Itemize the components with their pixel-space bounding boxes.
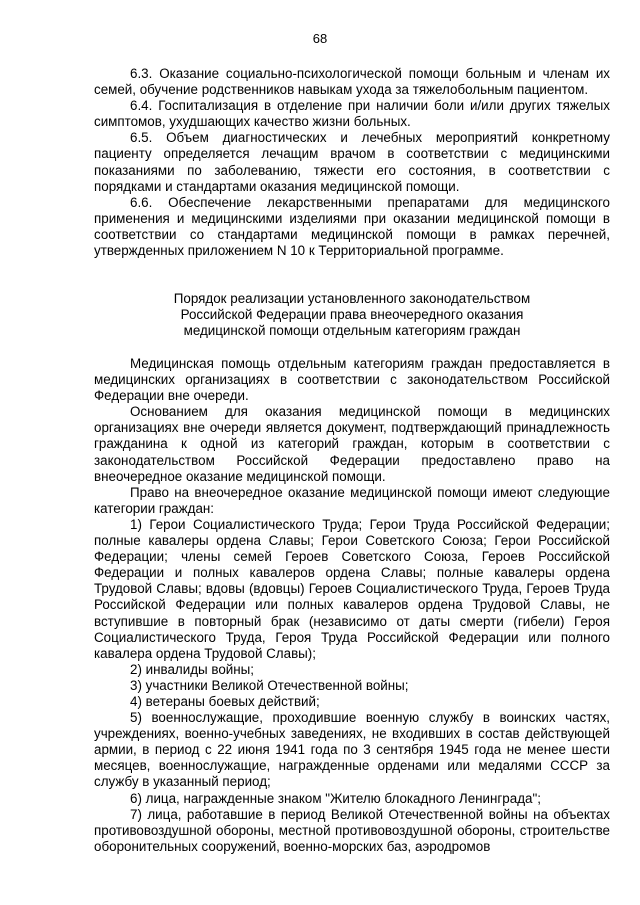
list-item-4: 4) ветераны боевых действий;: [130, 693, 320, 709]
heading-line: медицинской помощи отдельным категориям граждан: [183, 323, 521, 339]
list-item-3: 3) участники Великой Отечественной войны;: [130, 677, 409, 693]
paragraph-categories-lead: Право на внеочередное оказание медицинской помощи имеют следующие категории граждан:: [94, 484, 610, 516]
heading-line: Порядок реализации установленного законодательством: [173, 291, 531, 306]
list-item-2: 2) инвалиды войны;: [130, 661, 254, 677]
list-item-7: 7) лица, работавшие в период Великой Отечественной войны на объектах противовоздушной обороны, местной противовоздушной обороны, строительстве оборонительных сооружений, военно-морских баз, аэродромов: [94, 806, 610, 854]
section-main: [94, 356, 610, 855]
heading-line: Российской Федерации права внеочередного оказания: [180, 307, 524, 323]
paragraph-6-5: 6.5. Объем диагностических и лечебных мероприятий конкретному пациенту определяется лечащим врачом в соответствии с медицинскими показаниями по заболеванию, тяжести его состояния, в соответствии с порядками и стандартами оказания медицинской помощи.: [94, 130, 610, 194]
paragraph-basis: Основанием для оказания медицинской помощи в медицинских организациях вне очереди является документ, подтверждающий принадлежность гражданина к одной из категорий граждан, которым в соответствии с законодательством Российской Федерации предоставлено право на внеочередное оказание медицинской помощи.: [94, 404, 610, 484]
list-item-1: 1) Герои Социалистического Труда; Герои Труда Российской Федерации; полные кавалеры ордена Славы; Герои Советского Союза; Герои Российской Федерации; члены семей Героев Советского Союза, Героев Российской Федерации и полных кавалеров ордена Славы; полные кавалеры ордена Трудовой Славы; вдовы (вдовцы) Героев Социалистического Труда, Героев Труда Российской Федерации или полных кавалеров ордена Трудовой Славы, не вступившие в повторный брак (независимо от даты смерти (гибели) Героя Социалистического Труда, Героя Труда Российской Федерации или полного кавалера ордена Трудовой Славы);: [94, 516, 610, 661]
paragraph-6-4: 6.4. Госпитализация в отделение при наличии боли и/или других тяжелых симптомов, ухудшающих качество жизни больных.: [94, 98, 610, 130]
paragraph-intro: Медицинская помощь отдельным категориям граждан предоставляется в медицинских организациях в соответствии с законодательством Российской Федерации вне очереди.: [94, 356, 610, 404]
list-item-5: 5) военнослужащие, проходившие военную службу в воинских частях, учреждениях, военно-учебных заведениях, не входивших в состав действующей армии, в период с 22 июня 1941 года по 3 сентября 1945 года не менее шести месяцев, военнослужащие, награжденные орденами или медалями СССР за службу в указанный период;: [94, 710, 610, 790]
section-top: [94, 66, 610, 259]
section-heading: [94, 291, 610, 339]
list-item-6: 6) лица, награжденные знаком "Жителю блокадного Ленинграда";: [130, 790, 541, 806]
page-number: 68: [312, 31, 328, 46]
paragraph-6-3: 6.3. Оказание социально-психологической помощи больным и членам их семей, обучение родственников навыкам ухода за тяжелобольным пациентом.: [94, 66, 610, 98]
paragraph-6-6: 6.6. Обеспечение лекарственными препаратами для медицинского применения и медицинскими изделиями при оказании медицинской помощи в соответствии со стандартами медицинской помощи в рамках перечней, утвержденных приложением N 10 к Территориальной программе.: [94, 194, 610, 259]
